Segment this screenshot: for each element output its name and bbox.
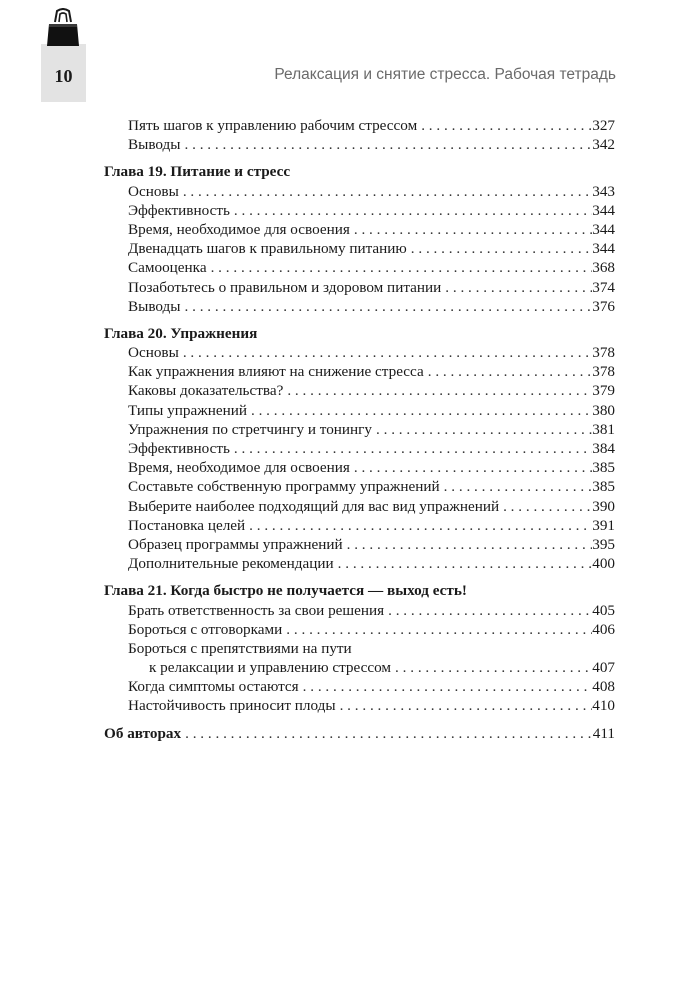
- toc-entry-title: Время, необходимое для освоения: [128, 459, 350, 477]
- dot-leader: [179, 343, 592, 362]
- dot-leader: [350, 458, 592, 477]
- toc-entry-page: 342: [592, 136, 615, 154]
- toc-entry-page: 344: [592, 240, 615, 258]
- dot-leader: [391, 658, 592, 677]
- toc-entry-title: Позаботьтесь о правильном и здоровом питании: [128, 278, 442, 296]
- toc-entry-title: Составьте собственную программу упражнений: [128, 478, 440, 496]
- toc-entry-title: Когда симптомы остаются: [128, 678, 299, 696]
- toc-entry: [104, 278, 615, 297]
- toc-entry-page: 405: [592, 601, 615, 619]
- toc-entry-page: 374: [592, 278, 615, 296]
- toc-entry-title: Каковы доказательства?: [128, 382, 284, 400]
- toc-entry: [104, 554, 615, 573]
- dot-leader: [417, 116, 592, 135]
- dot-leader: [424, 362, 593, 381]
- toc-entry-page: 407: [592, 659, 615, 677]
- dot-leader: [230, 201, 592, 220]
- toc-entry-title: Выводы: [128, 136, 181, 154]
- toc-entry-page: 384: [592, 440, 615, 457]
- toc-entry-page: 380: [592, 401, 615, 419]
- toc-entry-title: Бороться с отговорками: [128, 620, 283, 638]
- toc-entry-title: Бороться с препятствиями на пути: [128, 639, 352, 657]
- toc-entry: [104, 258, 615, 277]
- dot-leader: [343, 535, 593, 554]
- dot-leader: [372, 420, 592, 439]
- toc-entry-page: 408: [592, 678, 615, 696]
- toc-entry-page: 368: [592, 259, 615, 277]
- toc-authors: [104, 724, 615, 743]
- chapter-heading-19: [104, 162, 615, 181]
- toc-entry-title: Основы: [128, 182, 179, 200]
- dot-leader: [499, 497, 592, 516]
- toc-entry: [104, 201, 615, 220]
- dot-leader: [407, 239, 592, 258]
- dot-leader: [181, 297, 593, 316]
- toc-entry: [104, 182, 615, 201]
- page-number: 10: [54, 66, 73, 86]
- toc-entry-page: 344: [592, 201, 615, 219]
- dot-leader: [181, 724, 593, 743]
- toc-entry: [104, 297, 615, 316]
- dot-leader: [334, 554, 593, 573]
- toc-entry-page: 385: [592, 478, 615, 496]
- dot-leader: [441, 278, 592, 297]
- dot-leader: [245, 516, 592, 535]
- toc-entry: [104, 135, 615, 154]
- toc-entry: [104, 401, 615, 420]
- toc-entry: [104, 516, 615, 535]
- chapter-heading-21: [104, 581, 615, 600]
- toc-entry: [104, 677, 615, 696]
- toc-entry: [104, 696, 615, 715]
- toc-entry-title-continued: к релаксации и управлению стрессом: [149, 659, 392, 677]
- toc-entry-title: Основы: [128, 344, 179, 362]
- dot-leader: [247, 401, 592, 420]
- toc-entry: [104, 420, 615, 439]
- chapter-title: Глава 20. Упражнения: [104, 324, 258, 342]
- chapter-title: Глава 19. Питание и стресс: [104, 163, 291, 181]
- toc-entry-title: Упражнения по стретчингу и тонингу: [128, 420, 373, 438]
- toc-entry: [104, 362, 615, 381]
- toc-entry-continuation: [104, 658, 615, 677]
- dot-leader: [440, 477, 593, 496]
- dot-leader: [350, 220, 592, 239]
- toc-entry: [104, 220, 615, 239]
- dot-leader: [384, 601, 592, 620]
- toc-entry-page: 343: [592, 182, 615, 200]
- toc-entry: [104, 601, 615, 620]
- toc-entry: [104, 239, 615, 258]
- toc-entry-title: Выводы: [128, 297, 181, 315]
- chapter-title: Глава 21. Когда быстро не получается — выход есть!: [104, 582, 467, 600]
- dot-leader: [230, 439, 592, 458]
- toc-entry-title: Выберите наиболее подходящий для вас вид упражнений: [128, 497, 500, 515]
- toc-entry-title: Типы упражнений: [128, 401, 247, 419]
- toc-entry-title: Эффективность: [128, 440, 230, 457]
- toc-entry-title: Образец программы упражнений: [128, 535, 343, 553]
- authors-page: 411: [592, 724, 615, 742]
- binder-clip-icon: [46, 8, 80, 48]
- dot-leader: [282, 620, 592, 639]
- toc-entry-title: Время, необходимое для освоения: [128, 220, 350, 238]
- dot-leader: [283, 381, 592, 400]
- toc-entry: [104, 620, 615, 639]
- toc-entry-page: 391: [592, 516, 615, 534]
- toc-entry-title: Самооценка: [128, 259, 207, 277]
- toc-entry-title: Дополнительные рекомендации: [128, 555, 334, 573]
- toc-entry: [104, 497, 615, 516]
- authors-title: Об авторах: [104, 724, 182, 742]
- toc-entry-page: 385: [592, 459, 615, 477]
- running-head: Релаксация и снятие стресса. Рабочая тетрадь: [274, 66, 616, 83]
- dot-leader: [299, 677, 593, 696]
- toc-entry-page: 376: [592, 297, 615, 315]
- toc-entry: [104, 639, 615, 658]
- toc-entry: [104, 439, 615, 458]
- toc-entry: [104, 535, 615, 554]
- toc-entry: [104, 381, 615, 400]
- toc-entry-page: 344: [592, 220, 615, 238]
- toc-entry-title: Двенадцать шагов к правильному питанию: [128, 240, 407, 258]
- toc-entry: [104, 458, 615, 477]
- table-of-contents: [104, 116, 615, 743]
- toc-entry-page: 378: [592, 344, 615, 362]
- toc-entry-page: 379: [592, 382, 615, 400]
- toc-entry: [104, 116, 615, 135]
- dot-leader: [336, 696, 593, 715]
- toc-entry-page: 406: [592, 620, 615, 638]
- toc-entry-page: 400: [592, 555, 615, 573]
- toc-entry-title: Настойчивость приносит плоды: [128, 697, 336, 715]
- toc-entry: [104, 477, 615, 496]
- toc-entry-page: 410: [592, 697, 615, 715]
- toc-entry-title: Брать ответственность за свои решения: [128, 601, 385, 619]
- chapter-heading-20: [104, 324, 615, 343]
- toc-entry-page: 327: [592, 117, 615, 134]
- toc-entry-title: Постановка целей: [128, 516, 246, 534]
- toc-entry-page: 381: [592, 420, 615, 438]
- toc-entry-page: 378: [592, 363, 615, 381]
- dot-leader: [207, 258, 593, 277]
- toc-entry-title: Как упражнения влияют на снижение стресса: [128, 363, 424, 381]
- dot-leader: [181, 135, 593, 154]
- toc-entry-title: Пять шагов к управлению рабочим стрессом: [128, 117, 418, 134]
- toc-entry-page: 395: [592, 535, 615, 553]
- toc-entry: [104, 343, 615, 362]
- dot-leader: [179, 182, 592, 201]
- toc-entry-title: Эффективность: [128, 201, 230, 219]
- toc-entry-page: 390: [592, 497, 615, 515]
